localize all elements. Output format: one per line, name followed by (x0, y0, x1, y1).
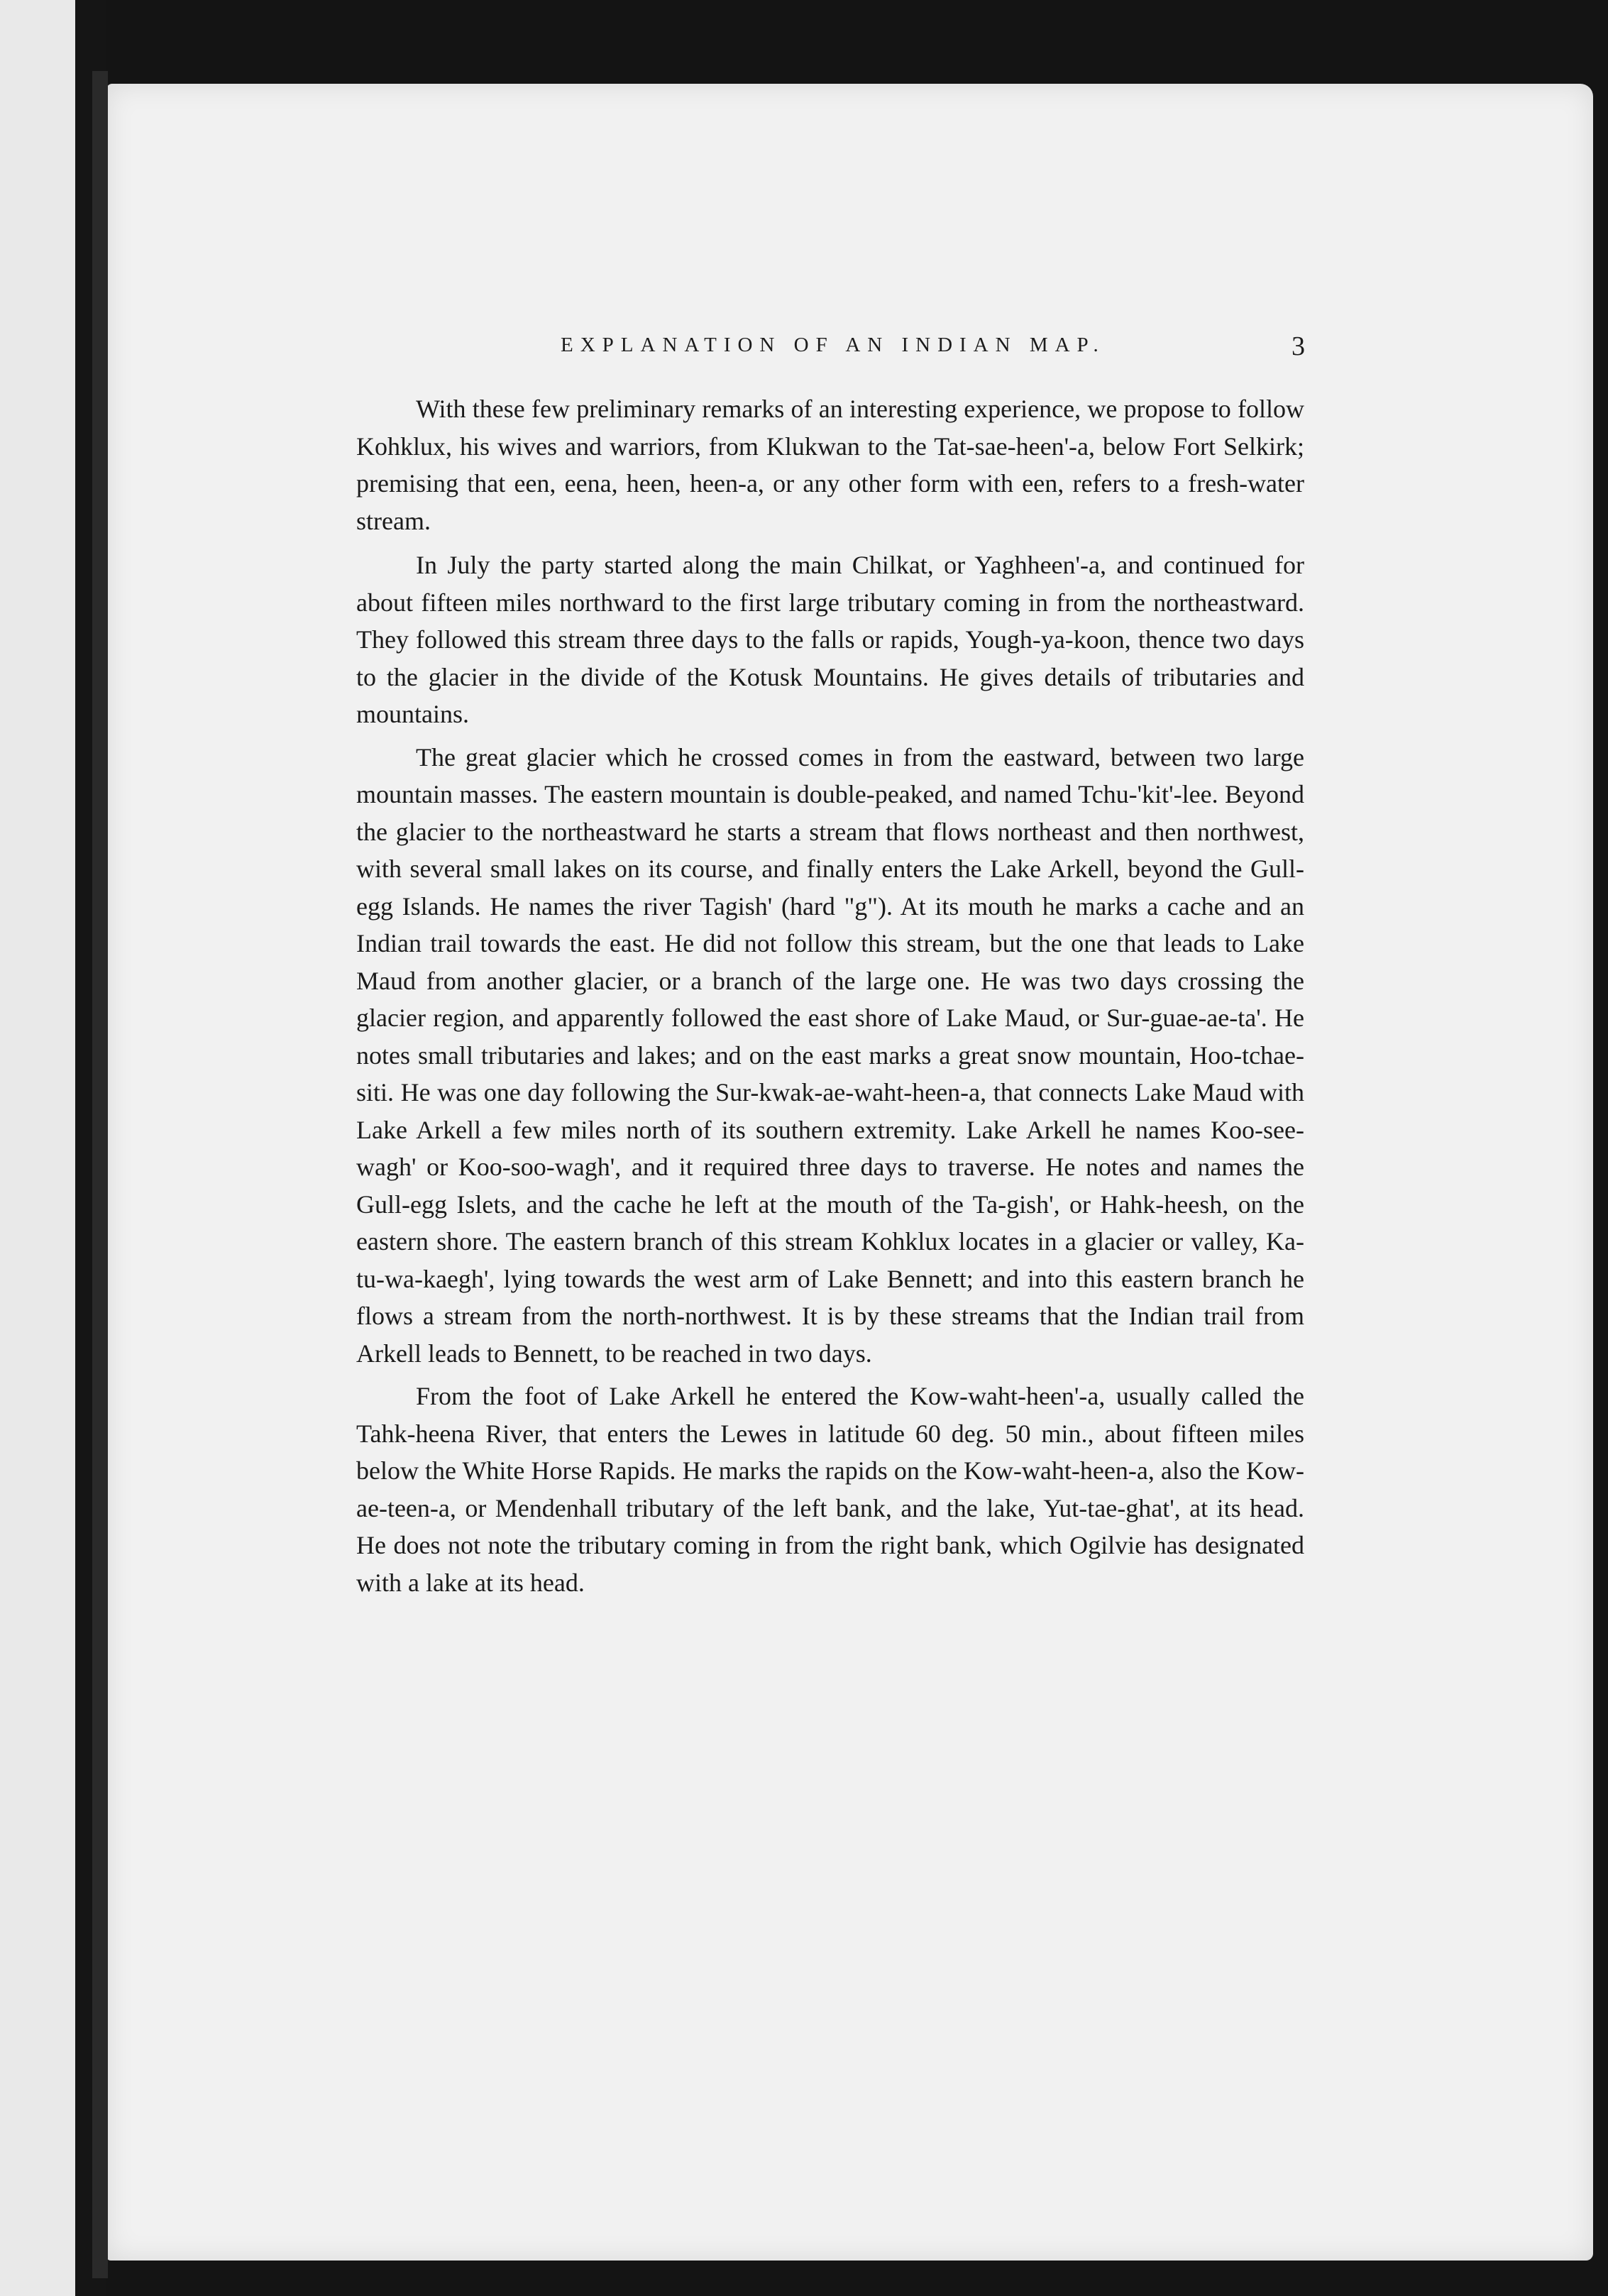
paragraph-4: From the foot of Lake Arkell he entered the Kow-waht-heen'-a, usually called the Tahk-heena River, that enters the Lewes in latitude 60 deg. 50 min., about fifteen miles below the White Horse Rapids. He marks the rapids on the Kow-waht-heen-a, also the Kow-ae-teen-a, or Mendenhall tributary of the left bank, and the lake, Yut-tae-ghat', at its head. He does not note the tributary coming in from the right bank, which Ogilvie has designated with a lake at its head. (356, 1382, 1304, 1597)
page-spine-edge (92, 71, 108, 2278)
body-text (356, 390, 1304, 1601)
paragraph-2: In July the party started along the main Chilkat, or Yaghheen'-a, and continued for about fifteen miles northward to the first large tributary coming in from the northeastward. They followed this stream three days to the falls or rapids, Yough-ya-koon, thence two days to the glacier in the divide of the Kotusk Mountains. He gives details of tributaries and mountains. (356, 551, 1304, 728)
paragraph-1: With these few preliminary remarks of an interesting experience, we propose to follow Kohklux, his wives and warriors, from Klukwan to the Tat-sae-heen'-a, below Fort Selkirk; premising that een, eena, heen, heen-a, or any other form with een, refers to a fresh-water stream. (356, 395, 1304, 535)
running-head (0, 331, 1608, 369)
page-number: 3 (1292, 331, 1305, 361)
running-title: EXPLANATION OF AN INDIAN MAP. (561, 334, 1106, 356)
paragraph-3: The great glacier which he crossed comes in from the eastward, between two large mountain masses. The eastern mountain is double-peaked, and named Tchu-'kit'-lee. Beyond the glacier to the northeastward he starts a stream that flows northeast and then northwest, with several small lakes on its course, and finally enters the Lake Arkell, beyond the Gull-egg Islands. He names the river Tagish' (hard "g"). At its mouth he marks a cache and an Indian trail towards the east. He did not follow this stream, but the one that leads to Lake Maud from another glacier, or a branch of the large one. He was two days crossing the glacier region, and apparently followed the east shore of Lake Maud, or Sur-guae-ae-ta'. He notes small tributaries and lakes; and on the east marks a great snow mountain, Hoo-tchae-siti. He was one day following the Sur-kwak-ae-waht-heen-a, that connects Lake Maud with Lake Arkell a few miles north of its southern extremity. Lake Arkell he names Koo-see-wagh' or Koo-soo-wagh', and it required three days to traverse. He notes and names the Gull-egg Islets, and the cache he left at the mouth of the Ta-gish', or Hahk-heesh, on the eastern shore. The eastern branch of this stream Kohklux locates in a glacier or valley, Ka-tu-wa-kaegh', lying towards the west arm of Lake Bennett; and into this eastern branch he flows a stream from the north-northwest. It is by these streams that the Indian trail from Arkell leads to Bennett, to be reached in two days. (356, 742, 1304, 1368)
